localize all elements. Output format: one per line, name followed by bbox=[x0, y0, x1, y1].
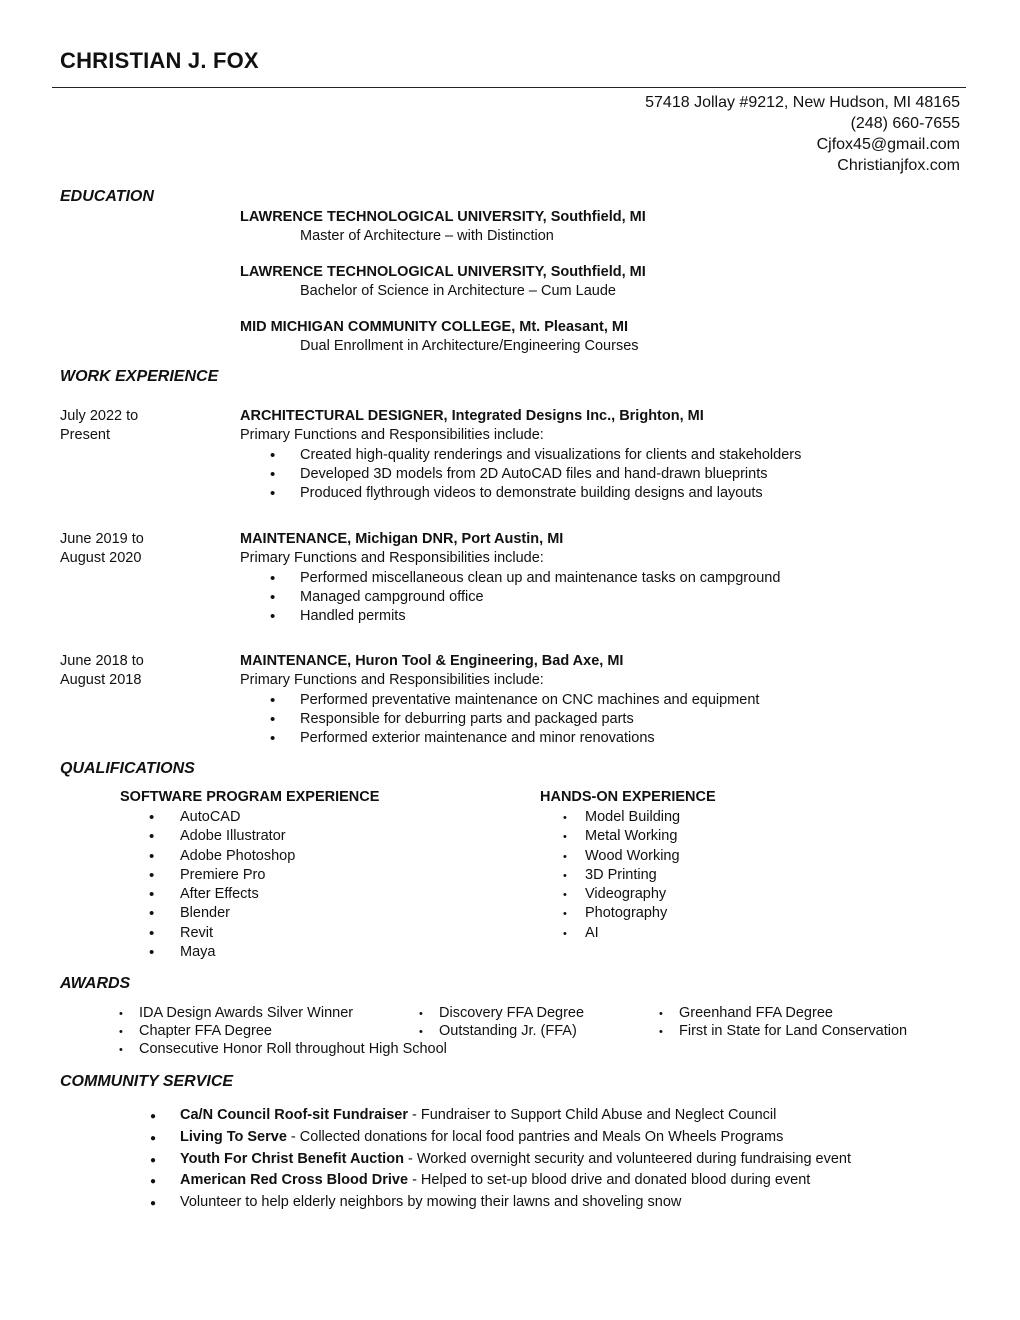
job-dates bbox=[60, 530, 144, 568]
list-item bbox=[150, 1127, 851, 1149]
job-title bbox=[240, 530, 780, 549]
list-item: • Metal Working bbox=[585, 827, 680, 846]
list-item: • Produced flythrough videos to demonstrate building designs and layouts bbox=[240, 484, 801, 503]
education-entry bbox=[240, 208, 646, 246]
list-item: • Photography bbox=[585, 904, 680, 923]
section-heading-awards: AWARDS bbox=[60, 975, 131, 992]
list-item: • AI bbox=[585, 924, 680, 943]
list-item: • Performed exterior maintenance and minor renovations bbox=[240, 729, 759, 748]
job-bullets bbox=[240, 569, 780, 627]
service-desc: - Helped to set-up blood drive and donated blood during event bbox=[408, 1172, 811, 1189]
header-divider bbox=[52, 87, 966, 88]
job-bullets bbox=[240, 691, 759, 749]
job-intro: Primary Functions and Responsibilities include: bbox=[240, 672, 544, 689]
address: 57418 Jollay #9212, New Hudson, MI 48165 bbox=[645, 94, 960, 111]
award-text: Chapter FFA Degree bbox=[139, 1023, 272, 1039]
degree: Bachelor of Science in Architecture – Cum Laude bbox=[300, 283, 616, 299]
job-start-date: July 2022 to bbox=[60, 408, 139, 424]
service-title: Ca/N Council Roof-sit Fundraiser bbox=[180, 1107, 408, 1123]
bullet-icon: • bbox=[119, 1044, 123, 1056]
service-title: Youth For Christ Benefit Auction bbox=[180, 1150, 404, 1167]
section-heading-education: EDUCATION bbox=[60, 188, 154, 205]
software-list bbox=[180, 808, 295, 962]
section-heading-work: WORK EXPERIENCE bbox=[60, 368, 219, 385]
community-list bbox=[150, 1105, 851, 1214]
phone: (248) 660-7655 bbox=[850, 115, 960, 132]
job-entry bbox=[240, 652, 759, 748]
award-item bbox=[419, 1005, 584, 1021]
award-item bbox=[659, 1005, 833, 1021]
award-item bbox=[119, 1005, 353, 1021]
list-item bbox=[150, 1192, 851, 1214]
bullet-icon: • bbox=[119, 1026, 123, 1038]
award-item bbox=[119, 1041, 447, 1057]
school-name: MID MICHIGAN COMMUNITY COLLEGE, Mt. Pleasant, MI bbox=[240, 319, 629, 335]
award-text: Greenhand FFA Degree bbox=[679, 1005, 833, 1021]
award-item bbox=[119, 1023, 272, 1039]
section-heading-community: COMMUNITY SERVICE bbox=[60, 1073, 234, 1090]
education-entry bbox=[240, 263, 646, 301]
website: Christianjfox.com bbox=[837, 157, 960, 174]
service-desc: - Collected donations for local food pantries and Meals On Wheels Programs bbox=[286, 1128, 784, 1145]
list-item: • After Effects bbox=[180, 885, 295, 904]
award-text: IDA Design Awards Silver Winner bbox=[139, 1005, 354, 1021]
service-title: Living To Serve bbox=[180, 1128, 287, 1145]
job-role: ARCHITECTURAL DESIGNER bbox=[240, 408, 444, 424]
job-bullets bbox=[240, 446, 801, 504]
award-text: First in State for Land Conservation bbox=[679, 1023, 908, 1039]
service-desc: - Fundraiser to Support Child Abuse and Neglect Council bbox=[408, 1107, 777, 1123]
list-item: • Responsible for deburring parts and packaged parts bbox=[240, 710, 759, 729]
education-entry bbox=[240, 318, 639, 356]
section-heading-qualifications: QUALIFICATIONS bbox=[60, 760, 195, 777]
service-desc: Volunteer to help elderly neighbors by mowing their lawns and shoveling snow bbox=[180, 1194, 682, 1211]
service-desc: - Worked overnight security and volunteered during fundraising event bbox=[403, 1150, 852, 1167]
job-intro: Primary Functions and Responsibilities include: bbox=[240, 427, 544, 444]
software-heading: SOFTWARE PROGRAM EXPERIENCE bbox=[120, 789, 380, 805]
list-item: • Managed campground office bbox=[240, 588, 780, 607]
job-dates bbox=[60, 407, 138, 445]
award-text: Consecutive Honor Roll throughout High School bbox=[139, 1041, 447, 1057]
list-item: • Performed preventative maintenance on CNC machines and equipment bbox=[240, 691, 759, 710]
email: Cjfox45@gmail.com bbox=[816, 136, 960, 153]
list-item: • Blender bbox=[180, 904, 295, 923]
job-start-date: June 2019 to bbox=[60, 531, 144, 547]
job-entry bbox=[240, 407, 801, 503]
job-employer: , Michigan DNR, Port Austin, MI bbox=[347, 531, 564, 547]
job-role: MAINTENANCE bbox=[240, 531, 348, 547]
list-item bbox=[150, 1105, 851, 1127]
list-item: • Premiere Pro bbox=[180, 866, 295, 885]
list-item: • Developed 3D models from 2D AutoCAD files and hand-drawn blueprints bbox=[240, 465, 801, 484]
list-item: • 3D Printing bbox=[585, 866, 680, 885]
degree: Dual Enrollment in Architecture/Engineering Courses bbox=[300, 338, 639, 354]
service-title: American Red Cross Blood Drive bbox=[180, 1172, 409, 1189]
award-text: Discovery FFA Degree bbox=[439, 1005, 585, 1021]
degree: Master of Architecture – with Distinction bbox=[300, 228, 554, 244]
school-name: LAWRENCE TECHNOLOGICAL UNIVERSITY, Southfield, MI bbox=[240, 264, 646, 280]
job-end-date: August 2020 bbox=[60, 550, 142, 566]
list-item: • AutoCAD bbox=[180, 808, 295, 827]
list-item: • Adobe Illustrator bbox=[180, 827, 295, 846]
list-item: • Adobe Photoshop bbox=[180, 847, 295, 866]
job-end-date: Present bbox=[60, 427, 110, 443]
job-entry bbox=[240, 530, 780, 626]
bullet-icon: • bbox=[659, 1008, 663, 1020]
job-role: MAINTENANCE, Huron Tool & Engineering, Bad Axe, MI bbox=[240, 653, 624, 669]
hands-on-heading: HANDS-ON EXPERIENCE bbox=[540, 789, 716, 805]
list-item: • Maya bbox=[180, 943, 295, 962]
job-end-date: August 2018 bbox=[60, 672, 142, 688]
job-employer: , Integrated Designs Inc., Brighton, MI bbox=[443, 408, 704, 424]
bullet-icon: • bbox=[419, 1026, 423, 1038]
job-title bbox=[240, 407, 801, 426]
list-item: • Wood Working bbox=[585, 847, 680, 866]
hands-on-list bbox=[585, 808, 680, 943]
contact-block bbox=[645, 92, 960, 176]
job-start-date: June 2018 to bbox=[60, 653, 144, 669]
job-dates bbox=[60, 652, 144, 690]
bullet-icon: • bbox=[659, 1026, 663, 1038]
job-title bbox=[240, 652, 759, 671]
list-item: • Revit bbox=[180, 924, 295, 943]
resume-name: CHRISTIAN J. FOX bbox=[60, 48, 259, 73]
bullet-icon: • bbox=[419, 1008, 423, 1020]
list-item: • Model Building bbox=[585, 808, 680, 827]
award-text: Outstanding Jr. (FFA) bbox=[439, 1023, 577, 1039]
award-item bbox=[659, 1023, 907, 1039]
list-item: • Performed miscellaneous clean up and maintenance tasks on campground bbox=[240, 569, 780, 588]
list-item: • Created high-quality renderings and visualizations for clients and stakeholders bbox=[240, 446, 801, 465]
list-item bbox=[150, 1170, 851, 1192]
job-intro: Primary Functions and Responsibilities include: bbox=[240, 550, 544, 567]
school-name: LAWRENCE TECHNOLOGICAL UNIVERSITY, Southfield, MI bbox=[240, 209, 646, 225]
list-item: • Videography bbox=[585, 885, 680, 904]
list-item bbox=[150, 1149, 851, 1171]
bullet-icon: • bbox=[119, 1008, 123, 1020]
list-item: • Handled permits bbox=[240, 607, 780, 626]
award-item bbox=[419, 1023, 577, 1039]
